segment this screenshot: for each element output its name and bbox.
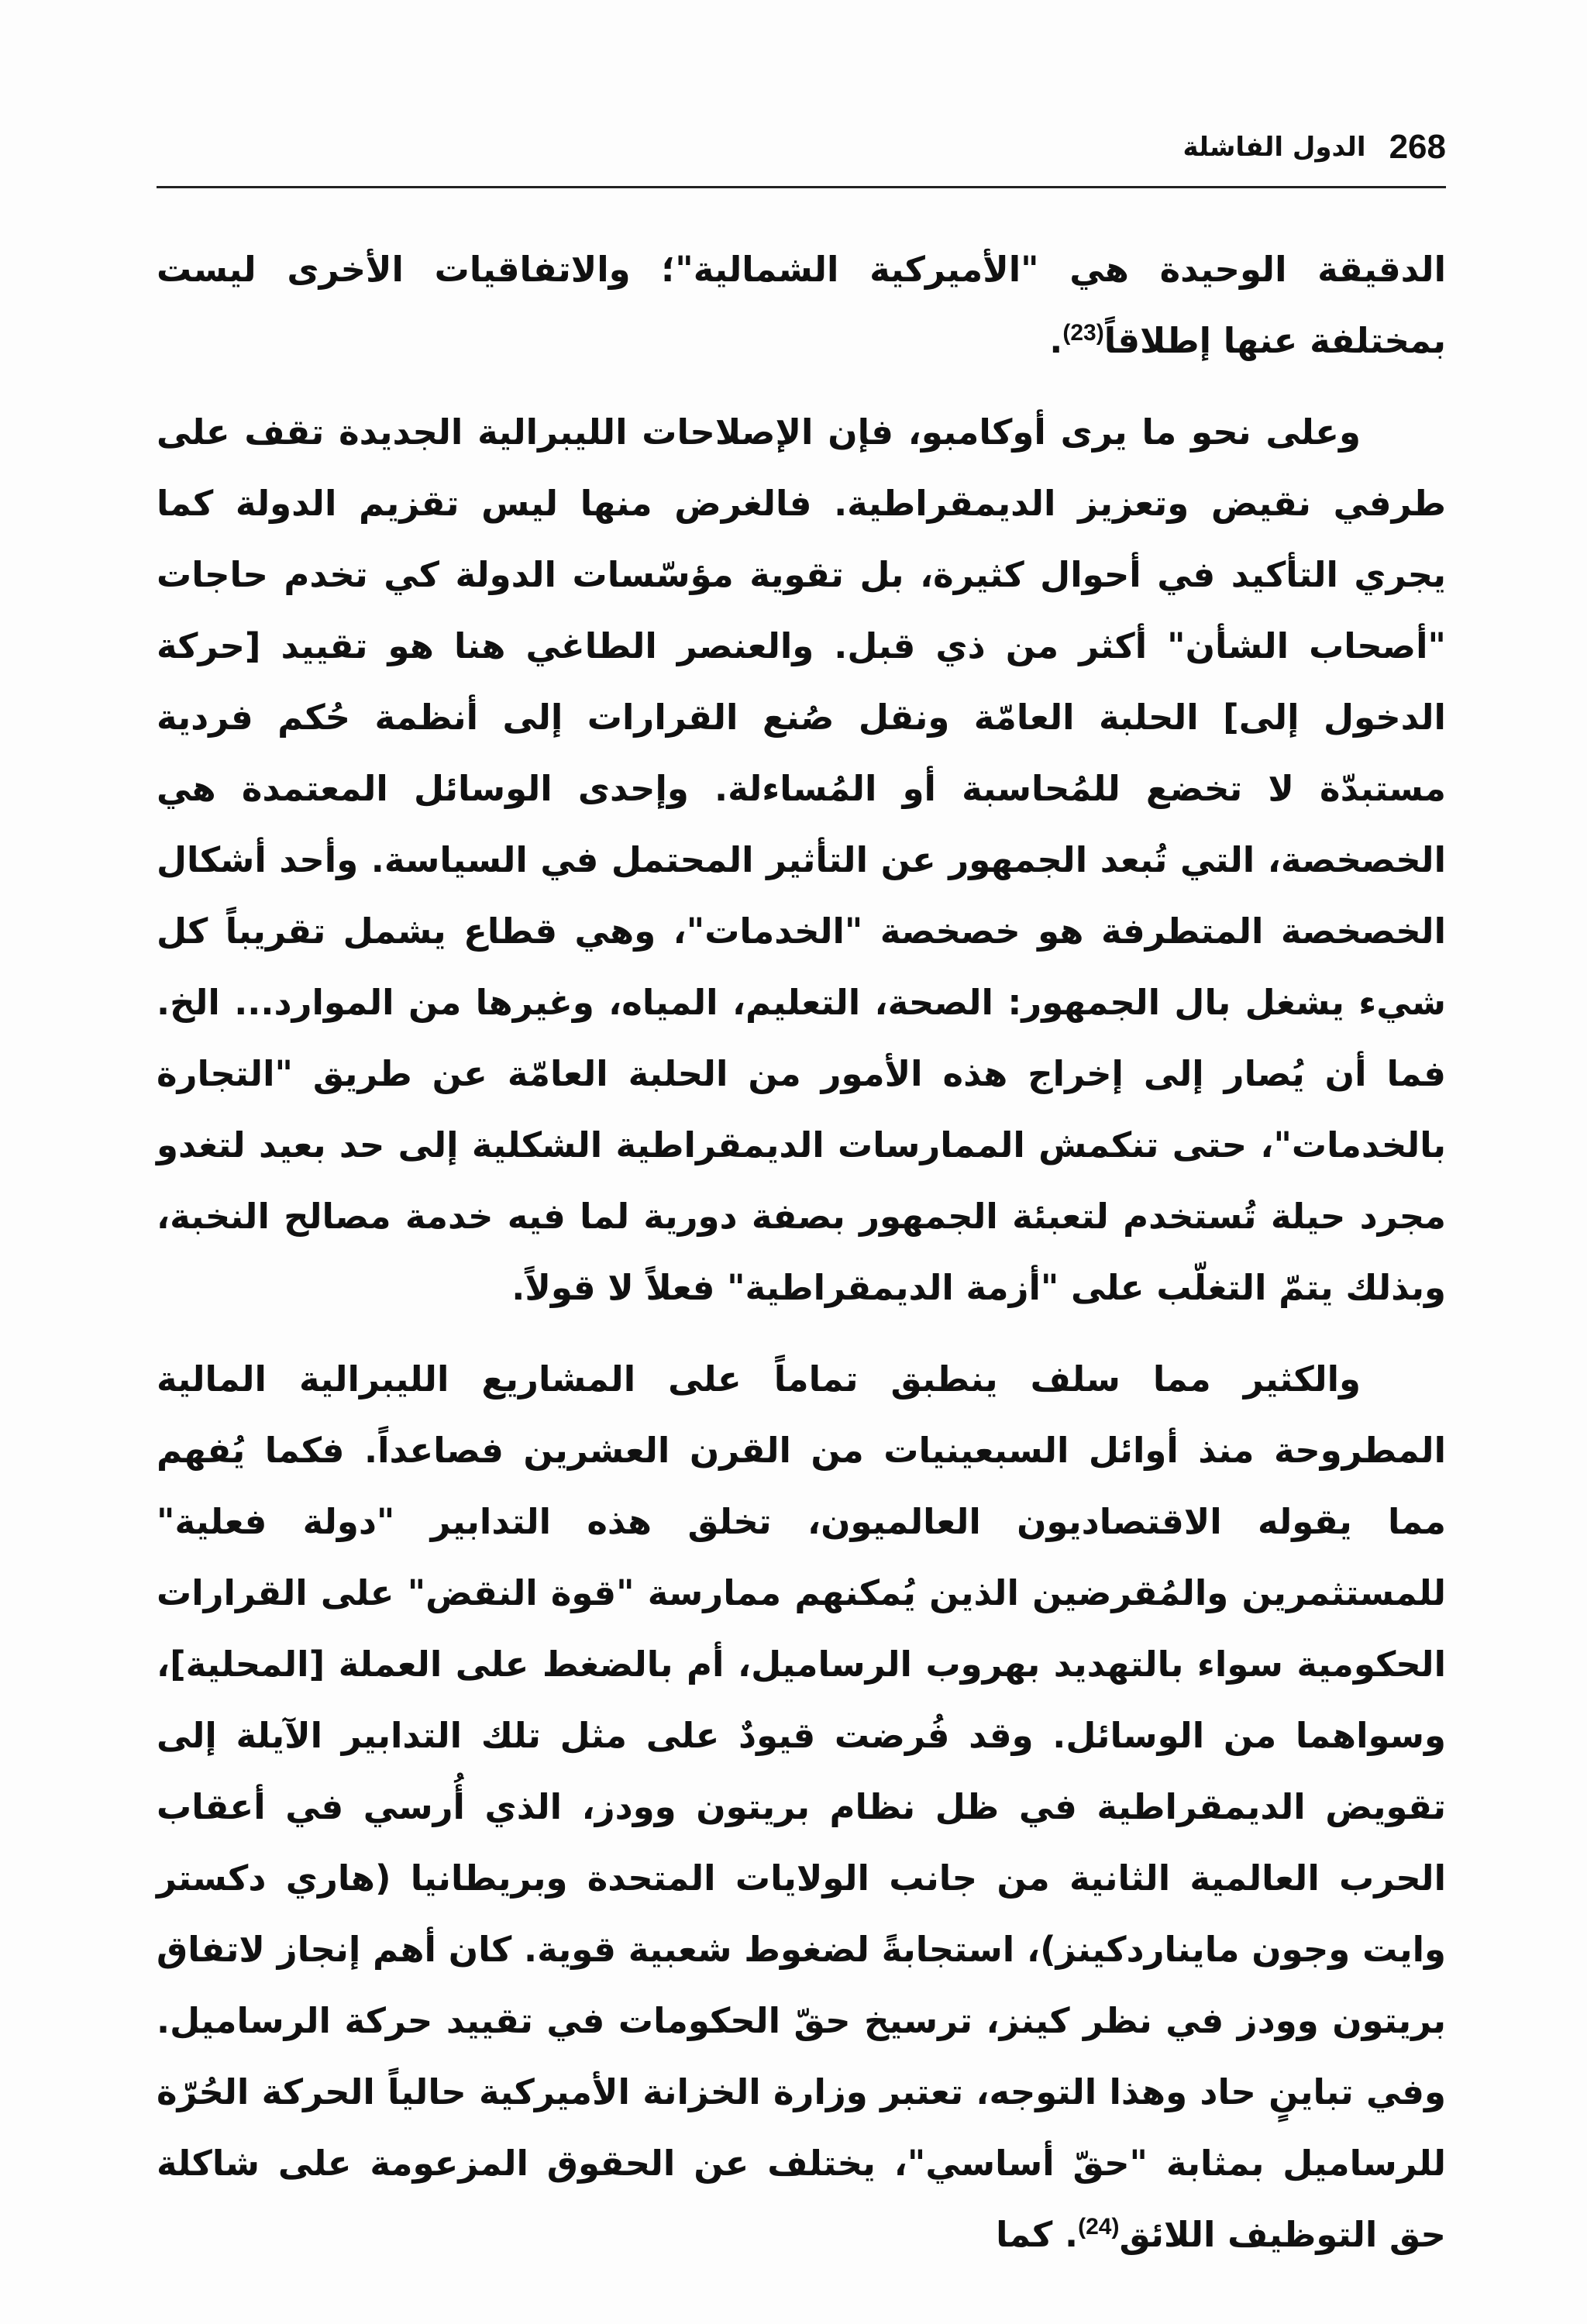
footnote-ref-23: (23) bbox=[1062, 320, 1104, 346]
page-header bbox=[157, 116, 1446, 178]
body-text bbox=[157, 234, 1446, 2271]
footnote-ref-24: (24) bbox=[1078, 2214, 1120, 2240]
paragraph-3-text: والكثير مما سلف ينطبق تماماً على المشاريع الليبرالية المالية المطروحة منذ أوائل السبعينيات من القرن العشرين فصاعداً. فكما يُفهم مما يقوله الاقتصاديون العالميون، تخلق هذه التدابير "دولة فعلية" للمستثمرين والمُقرضين الذين يُمكنهم ممارسة "قوة النقض" على القرارات الحكومية سواء بالتهديد بهروب الرساميل، أم بالضغط على العملة [المحلية]، وسواهما من الوسائل. وقد فُرضت قيودٌ على مثل تلك التدابير الآيلة إلى تقويض الديمقراطية في ظل نظام بريتون وودز، الذي أُرسي في أعقاب الحرب العالمية الثانية من جانب الولايات المتحدة وبريطانيا (هاري دكستر وايت وجون مايناردكينز)، استجابةً لضغوط شعبية قوية. كان أهم إنجاز لاتفاق بريتون وودز في نظر كينز، ترسيخ حقّ الحكومات في تقييد حركة الرساميل. وفي تباينٍ حاد وهذا التوجه، تعتبر وزارة الخزانة الأميركية حالياً الحركة الحُرّة للرساميل بمثابة "حقّ أساسي"، يختلف عن الحقوق المزعومة على شاكلة حق التوظيف اللائق bbox=[157, 1358, 1446, 2255]
paragraph-1-text: الدقيقة الوحيدة هي "الأميركية الشمالية"؛ والاتفاقيات الأخرى ليست بمختلفة عنها إطلاقاً bbox=[157, 249, 1446, 361]
paragraph-3 bbox=[157, 1344, 1446, 2271]
header-rule bbox=[157, 186, 1446, 188]
paragraph-3-end: . كما bbox=[996, 2214, 1079, 2255]
page-number: 268 bbox=[1389, 128, 1446, 166]
paragraph-1 bbox=[157, 234, 1446, 377]
paragraph-2-text: وعلى نحو ما يرى أوكامبو، فإن الإصلاحات الليبرالية الجديدة تقف على طرفي نقيض وتعزيز الديمقراطية. فالغرض منها ليس تقزيم الدولة كما يجري التأكيد في أحوال كثيرة، بل تقوية مؤسّسات الدولة كي تخدم حاجات "أصحاب الشأن" أكثر من ذي قبل. والعنصر الطاغي هنا هو تقييد [حركة الدخول إلى] الحلبة العامّة ونقل صُنع القرارات إلى أنظمة حُكم فردية مستبدّة لا تخضع للمُحاسبة أو المُساءلة. وإحدى الوسائل المعتمدة هي الخصخصة، التي تُبعد الجمهور عن التأثير المحتمل في السياسة. وأحد أشكال الخصخصة المتطرفة هو خصخصة "الخدمات"، وهي قطاع يشمل تقريباً كل شيء يشغل بال الجمهور: الصحة، التعليم، المياه، وغيرها من الموارد... الخ. فما أن يُصار إلى إخراج هذه الأمور من الحلبة العامّة عن طريق "التجارة بالخدمات"، حتى تنكمش الممارسات الديمقراطية الشكلية إلى حد بعيد لتغدو مجرد حيلة تُستخدم لتعبئة الجمهور بصفة دورية لما فيه خدمة مصالح النخبة، وبذلك يتمّ التغلّب على "أزمة الديمقراطية" فعلاً لا قولاً. bbox=[157, 411, 1446, 1308]
paragraph-1-end: . bbox=[1049, 320, 1063, 361]
running-title: الدول الفاشلة bbox=[1183, 132, 1366, 163]
paragraph-2 bbox=[157, 397, 1446, 1324]
